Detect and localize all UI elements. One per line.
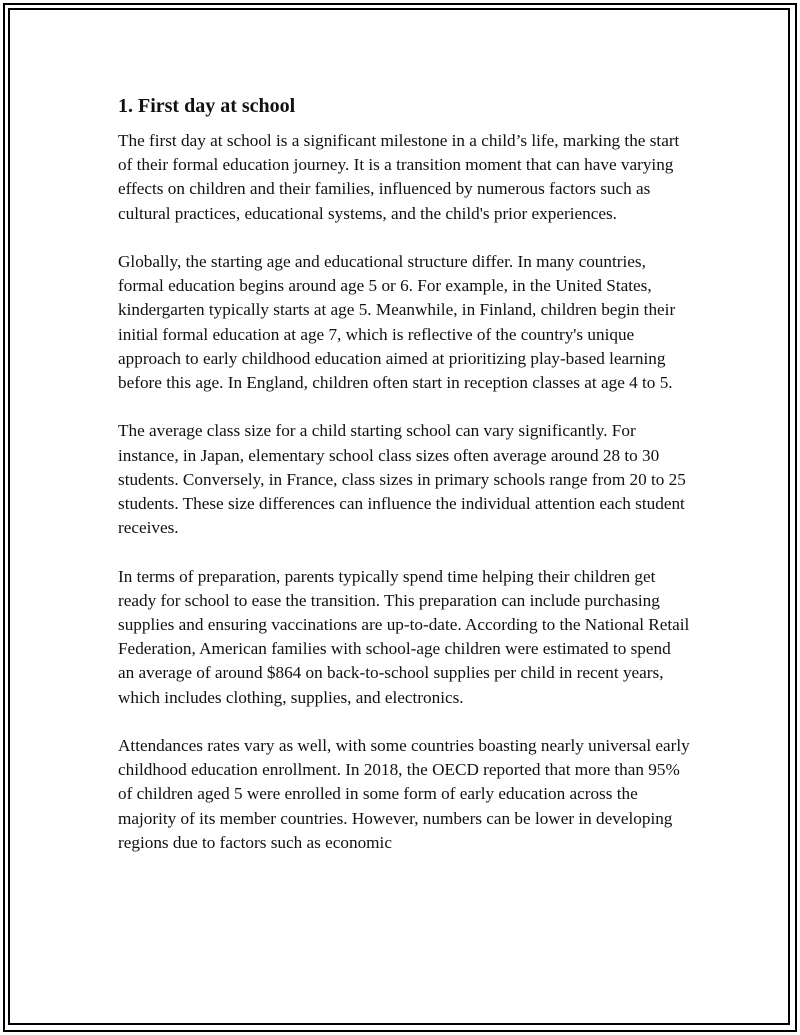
paragraph-starting-age: Globally, the starting age and educational structure differ. In many countries, formal education begins around age 5 or 6. For example, in the United States, kindergarten typically starts at age 5. Meanwhile, in Finland, children begin their initial formal education at age 7, which is reflective of the country's unique approach to early childhood education aimed at prioritizing play-based learning before this age. In England, children often start in reception classes at age 4 to 5. xyxy=(118,252,676,393)
paragraph-first-day-significance: The first day at school is a significant milestone in a child’s life, marking the start of their formal education journey. It is a transition moment that can have varying effects on children and their families, influenced by numerous factors such as cultural practices, educational systems, and the child's prior experiences. xyxy=(118,131,680,223)
paragraph-class-size: The average class size for a child starting school can vary significantly. For instance, in Japan, elementary school class sizes often average around 28 to 30 students. Conversely, in France, class sizes in primary schools range from 20 to 25 students. These size differences can influence the individual attention each student receives. xyxy=(118,421,686,538)
paragraph-attendance-rates: Attendances rates vary as well, with some countries boasting nearly universal early childhood education enrollment. In 2018, the OECD reported that more than 95% of children aged 5 were enrolled in some form of early education across the majority of its member countries. However, numbers can be lower in developing regions due to factors such as economic xyxy=(118,736,690,852)
paragraph-preparation: In terms of preparation, parents typically spend time helping their children get ready for school to ease the transition. This preparation can include purchasing supplies and ensuring vaccinations are up-to-date. According to the National Retail Federation, American families with school-age children were estimated to spend an average of around $864 on back-to-school supplies per child in recent years, which includes clothing, supplies, and electronics. xyxy=(118,566,690,707)
document-body xyxy=(118,91,690,879)
section-heading: 1. First day at school xyxy=(118,95,296,117)
